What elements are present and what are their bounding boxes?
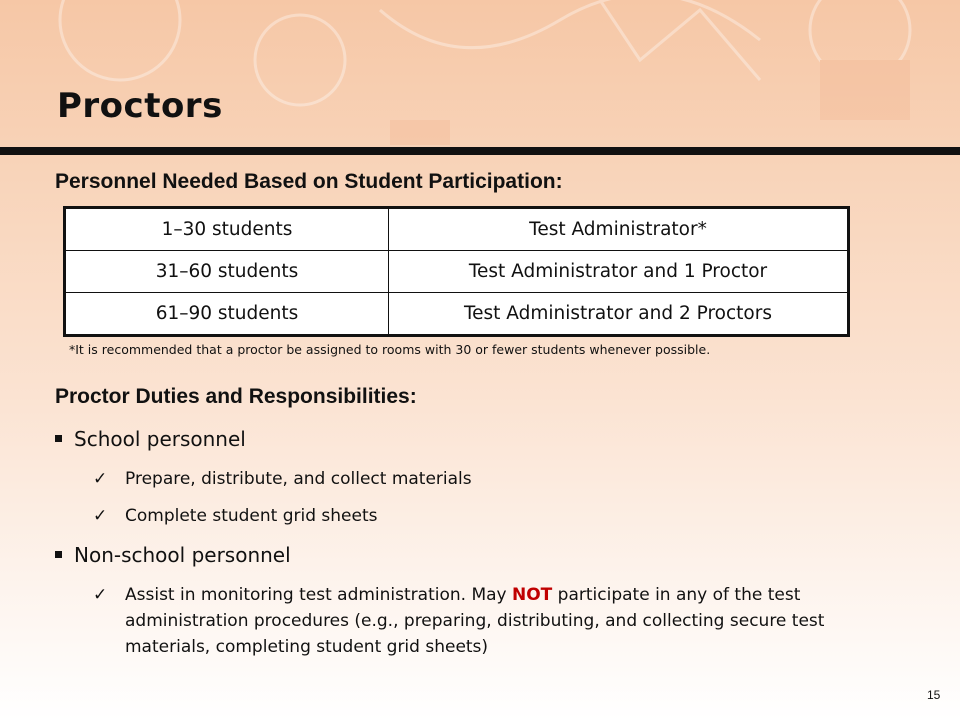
square-bullet-icon (55, 551, 62, 558)
checkmark-icon: ✓ (93, 469, 108, 489)
duties-heading: Proctor Duties and Responsibilities: (55, 385, 417, 408)
table-footnote: *It is recommended that a proctor be assigned to rooms with 30 or fewer students whenever possible. (69, 342, 711, 357)
checklist-item (93, 503, 853, 529)
students-cell: 31–60 students (65, 251, 389, 293)
slide-title: Proctors (57, 86, 223, 126)
checklist-item (93, 466, 853, 492)
bullet-label: School personnel (74, 427, 246, 451)
emphasis-not: NOT (512, 585, 553, 605)
text-segment: Assist in monitoring test administration. May (125, 585, 512, 605)
staff-cell: Test Administrator* (389, 208, 849, 251)
table-row (65, 208, 849, 251)
page-number: 15 (927, 688, 941, 702)
students-cell: 61–90 students (65, 293, 389, 336)
decorative-background-pattern (0, 0, 960, 150)
staff-cell: Test Administrator and 2 Proctors (389, 293, 849, 336)
checkmark-icon: ✓ (93, 506, 108, 526)
checklist-item-text: Prepare, distribute, and collect materials (125, 469, 472, 489)
bullet-label: Non-school personnel (74, 543, 291, 567)
participation-heading: Personnel Needed Based on Student Participation: (55, 170, 563, 193)
table-row (65, 251, 849, 293)
checklist-item (93, 582, 853, 660)
checkmark-icon: ✓ (93, 585, 108, 605)
title-divider (0, 147, 960, 155)
bullet-school-personnel (55, 427, 246, 451)
checklist-item-text (125, 582, 853, 660)
students-cell: 1–30 students (65, 208, 389, 251)
bullet-non-school-personnel (55, 543, 291, 567)
staff-cell: Test Administrator and 1 Proctor (389, 251, 849, 293)
table-row (65, 293, 849, 336)
checklist-item-text: Complete student grid sheets (125, 506, 378, 526)
personnel-table (63, 206, 850, 337)
square-bullet-icon (55, 435, 62, 442)
text-segment: participate in any of the test administration procedures (e.g., preparing, distributing, and collecting secure test materials, completing student grid sheets) (125, 585, 825, 657)
